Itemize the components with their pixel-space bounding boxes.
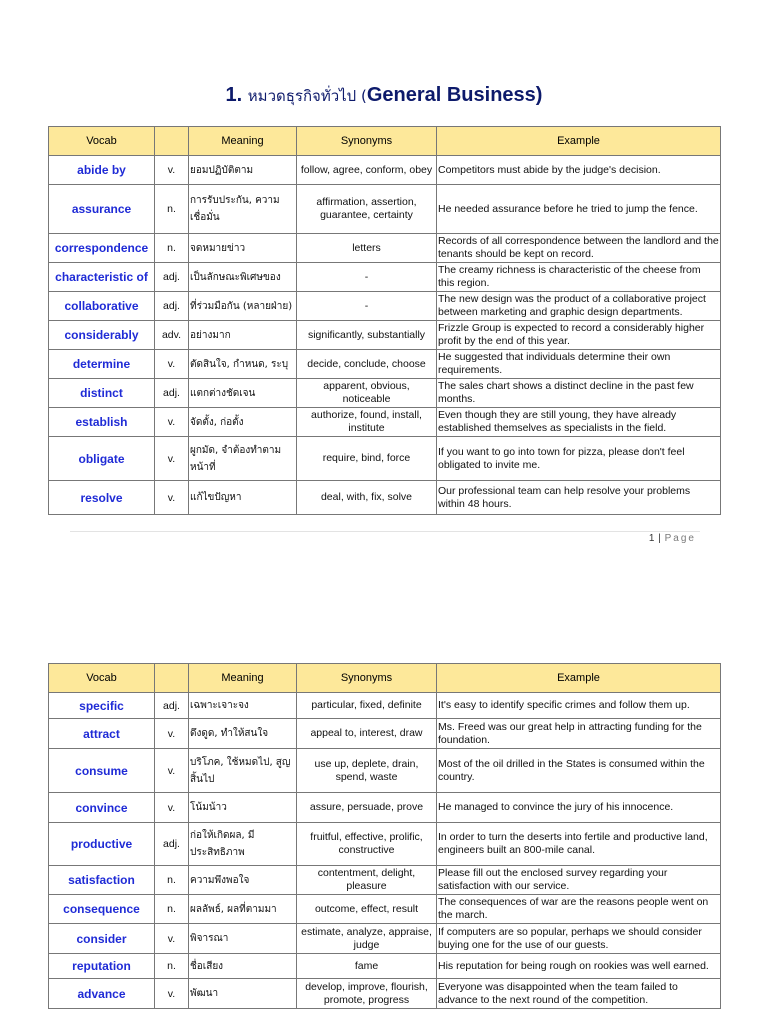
vocab-word: assurance: [49, 185, 155, 234]
synonyms: use up, deplete, drain, spend, waste: [297, 749, 437, 793]
part-of-speech: v.: [155, 156, 189, 185]
table-body: [49, 693, 721, 1009]
thai-meaning: ชื่อเสียง: [189, 954, 297, 979]
vocab-word: consequence: [49, 895, 155, 924]
table-row: [49, 350, 721, 379]
example-sentence: He suggested that individuals determine their own requirements.: [437, 350, 721, 379]
example-sentence: Everyone was disappointed when the team failed to advance to the next round of the competition.: [437, 979, 721, 1009]
page-title: [0, 84, 768, 108]
part-of-speech: n.: [155, 234, 189, 263]
thai-meaning: พัฒนา: [189, 979, 297, 1009]
table-row: [49, 437, 721, 481]
header-pos: [155, 664, 189, 693]
table-header-row: [49, 127, 721, 156]
thai-meaning: เฉพาะเจาะจง: [189, 693, 297, 719]
vocab-table-1: [48, 126, 721, 515]
table-row: [49, 321, 721, 350]
part-of-speech: v.: [155, 350, 189, 379]
header-synonyms: Synonyms: [297, 664, 437, 693]
vocab-word: advance: [49, 979, 155, 1009]
synonyms: contentment, delight, pleasure: [297, 866, 437, 895]
vocab-word: consider: [49, 924, 155, 954]
example-sentence: The creamy richness is characteristic of the cheese from this region.: [437, 263, 721, 292]
synonyms: letters: [297, 234, 437, 263]
table-row: [49, 379, 721, 408]
part-of-speech: adj.: [155, 693, 189, 719]
table-row: [49, 749, 721, 793]
example-sentence: Records of all correspondence between the landlord and the tenants should be kept on record.: [437, 234, 721, 263]
table-row: [49, 185, 721, 234]
synonyms: particular, fixed, definite: [297, 693, 437, 719]
vocab-word: determine: [49, 350, 155, 379]
header-vocab: Vocab: [49, 127, 155, 156]
section-title-english: General Business): [366, 84, 543, 106]
part-of-speech: adj.: [155, 292, 189, 321]
part-of-speech: adj.: [155, 263, 189, 292]
vocab-word: correspondence: [49, 234, 155, 263]
synonyms: fame: [297, 954, 437, 979]
example-sentence: Ms. Freed was our great help in attracting funding for the foundation.: [437, 719, 721, 749]
thai-meaning: บริโภค, ใช้หมดไป, สูญสิ้นไป: [189, 749, 297, 793]
table-body: [49, 156, 721, 515]
table-row: [49, 823, 721, 866]
thai-meaning: โน้มน้าว: [189, 793, 297, 823]
section-title-thai: หมวดธุรกิจทั่วไป (: [247, 87, 367, 105]
vocab-word: reputation: [49, 954, 155, 979]
table-row: [49, 793, 721, 823]
vocab-word: distinct: [49, 379, 155, 408]
part-of-speech: v.: [155, 719, 189, 749]
table-row: [49, 719, 721, 749]
table-row: [49, 408, 721, 437]
synonyms: affirmation, assertion, guarantee, certainty: [297, 185, 437, 234]
synonyms: develop, improve, flourish, promote, progress: [297, 979, 437, 1009]
part-of-speech: v.: [155, 481, 189, 515]
part-of-speech: n.: [155, 866, 189, 895]
synonyms: decide, conclude, choose: [297, 350, 437, 379]
table-row: [49, 866, 721, 895]
header-synonyms: Synonyms: [297, 127, 437, 156]
part-of-speech: v.: [155, 924, 189, 954]
page-number: 1: [648, 533, 655, 544]
example-sentence: Frizzle Group is expected to record a considerably higher profit by the end of this year.: [437, 321, 721, 350]
thai-meaning: พิจารณา: [189, 924, 297, 954]
vocab-word: resolve: [49, 481, 155, 515]
vocab-word: considerably: [49, 321, 155, 350]
thai-meaning: การรับประกัน, ความเชื่อมั่น: [189, 185, 297, 234]
page-label: Page: [664, 533, 696, 544]
table-row: [49, 156, 721, 185]
example-sentence: If you want to go into town for pizza, please don't feel obligated to invite me.: [437, 437, 721, 481]
header-meaning: Meaning: [189, 664, 297, 693]
thai-meaning: ยอมปฏิบัติตาม: [189, 156, 297, 185]
section-number: 1.: [225, 84, 243, 106]
table-header-row: [49, 664, 721, 693]
footer-divider: [70, 531, 700, 532]
example-sentence: He managed to convince the jury of his innocence.: [437, 793, 721, 823]
table-row: [49, 481, 721, 515]
vocab-word: specific: [49, 693, 155, 719]
example-sentence: Please fill out the enclosed survey regarding your satisfaction with our service.: [437, 866, 721, 895]
thai-meaning: จดหมายข่าว: [189, 234, 297, 263]
page-footer: [649, 533, 696, 544]
example-sentence: He needed assurance before he tried to jump the fence.: [437, 185, 721, 234]
header-example: Example: [437, 664, 721, 693]
synonyms: estimate, analyze, appraise, judge: [297, 924, 437, 954]
part-of-speech: n.: [155, 185, 189, 234]
part-of-speech: n.: [155, 895, 189, 924]
synonyms: assure, persuade, prove: [297, 793, 437, 823]
example-sentence: In order to turn the deserts into fertile and productive land, engineers built an 800-mile canal.: [437, 823, 721, 866]
synonyms: apparent, obvious, noticeable: [297, 379, 437, 408]
table-row: [49, 924, 721, 954]
example-sentence: His reputation for being rough on rookies was well earned.: [437, 954, 721, 979]
vocab-word: establish: [49, 408, 155, 437]
vocab-word: attract: [49, 719, 155, 749]
thai-meaning: เป็นลักษณะพิเศษของ: [189, 263, 297, 292]
table-row: [49, 693, 721, 719]
thai-meaning: ความพึงพอใจ: [189, 866, 297, 895]
synonyms: -: [297, 292, 437, 321]
example-sentence: It's easy to identify specific crimes and follow them up.: [437, 693, 721, 719]
vocab-word: convince: [49, 793, 155, 823]
part-of-speech: adj.: [155, 823, 189, 866]
example-sentence: The new design was the product of a collaborative project between marketing and graphic design departments.: [437, 292, 721, 321]
part-of-speech: adv.: [155, 321, 189, 350]
example-sentence: Most of the oil drilled in the States is consumed within the country.: [437, 749, 721, 793]
synonyms: outcome, effect, result: [297, 895, 437, 924]
example-sentence: The consequences of war are the reasons people went on the march.: [437, 895, 721, 924]
thai-meaning: จัดตั้ง, ก่อตั้ง: [189, 408, 297, 437]
example-sentence: Competitors must abide by the judge's decision.: [437, 156, 721, 185]
table-row: [49, 954, 721, 979]
example-sentence: If computers are so popular, perhaps we should consider buying one for the use of our guests.: [437, 924, 721, 954]
table-row: [49, 292, 721, 321]
vocab-word: consume: [49, 749, 155, 793]
vocab-word: characteristic of: [49, 263, 155, 292]
thai-meaning: แก้ไขปัญหา: [189, 481, 297, 515]
synonyms: follow, agree, conform, obey: [297, 156, 437, 185]
thai-meaning: แตกต่างชัดเจน: [189, 379, 297, 408]
vocab-word: obligate: [49, 437, 155, 481]
synonyms: authorize, found, install, institute: [297, 408, 437, 437]
synonyms: require, bind, force: [297, 437, 437, 481]
synonyms: deal, with, fix, solve: [297, 481, 437, 515]
table-row: [49, 234, 721, 263]
thai-meaning: ดึงดูด, ทำให้สนใจ: [189, 719, 297, 749]
thai-meaning: ก่อให้เกิดผล, มีประสิทธิภาพ: [189, 823, 297, 866]
thai-meaning: ที่ร่วมมือกัน (หลายฝ่าย): [189, 292, 297, 321]
part-of-speech: v.: [155, 408, 189, 437]
vocab-word: abide by: [49, 156, 155, 185]
header-meaning: Meaning: [189, 127, 297, 156]
thai-meaning: ผูกมัด, จำต้องทำตามหน้าที่: [189, 437, 297, 481]
table-row: [49, 895, 721, 924]
example-sentence: The sales chart shows a distinct decline in the past few months.: [437, 379, 721, 408]
thai-meaning: ตัดสินใจ, กำหนด, ระบุ: [189, 350, 297, 379]
vocab-word: collaborative: [49, 292, 155, 321]
vocab-word: productive: [49, 823, 155, 866]
part-of-speech: v.: [155, 437, 189, 481]
synonyms: fruitful, effective, prolific, constructive: [297, 823, 437, 866]
table-row: [49, 979, 721, 1009]
part-of-speech: v.: [155, 793, 189, 823]
page-separator: |: [658, 533, 662, 544]
vocab-table-2: [48, 663, 721, 1009]
part-of-speech: adj.: [155, 379, 189, 408]
header-pos: [155, 127, 189, 156]
thai-meaning: อย่างมาก: [189, 321, 297, 350]
header-example: Example: [437, 127, 721, 156]
part-of-speech: n.: [155, 954, 189, 979]
example-sentence: Even though they are still young, they have already established themselves as specialists in the field.: [437, 408, 721, 437]
header-vocab: Vocab: [49, 664, 155, 693]
part-of-speech: v.: [155, 749, 189, 793]
thai-meaning: ผลลัพธ์, ผลที่ตามมา: [189, 895, 297, 924]
synonyms: appeal to, interest, draw: [297, 719, 437, 749]
example-sentence: Our professional team can help resolve your problems within 48 hours.: [437, 481, 721, 515]
synonyms: significantly, substantially: [297, 321, 437, 350]
vocab-word: satisfaction: [49, 866, 155, 895]
part-of-speech: v.: [155, 979, 189, 1009]
synonyms: -: [297, 263, 437, 292]
table-row: [49, 263, 721, 292]
